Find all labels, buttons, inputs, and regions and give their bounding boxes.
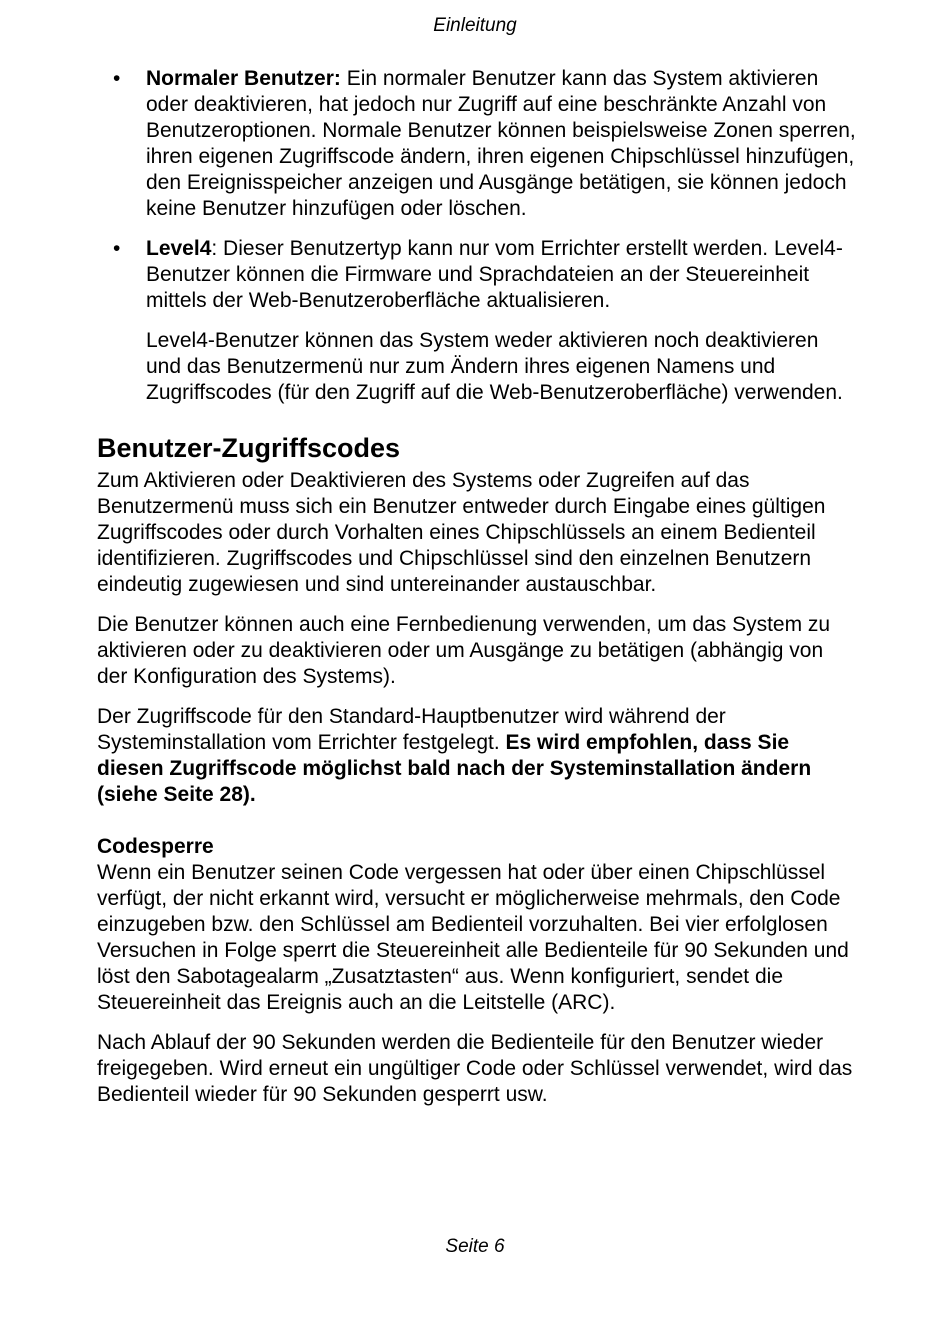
- bullet-text: : Dieser Benutzertyp kann nur vom Errichter erstellt werden. Level4-Benutzer können die Firmware und Sprachdateien an der Steuereinheit mittels der Web-Benutzeroberfläche aktualisieren.: [146, 237, 843, 312]
- list-item-level4: [97, 236, 857, 406]
- section-heading: Benutzer-Zugriffscodes: [97, 433, 401, 463]
- recommendation-text: Es wird empfohlen, dass Sie diesen Zugriffscode möglichst bald nach der Systeminstallation ändern (siehe Seite 28).: [97, 731, 812, 806]
- page-header: Einleitung: [433, 15, 517, 36]
- page-content: [97, 66, 857, 1122]
- bullet-icon: •: [113, 67, 121, 90]
- paragraph: Die Benutzer können auch eine Fernbedienung verwenden, um das System zu aktivieren oder zu deaktivieren oder um Ausgänge zu betätigen (abhängig von der Konfiguration des Systems).: [97, 613, 831, 688]
- bullet-icon: •: [113, 237, 121, 260]
- bullet-term: Normaler Benutzer:: [146, 67, 341, 90]
- bullet-extra-paragraph: Level4-Benutzer können das System weder aktivieren noch deaktivieren und das Benutzermenü nur zum Ändern ihres eigenen Namens und Zugriffscodes (für den Zugriff auf die Web-Benutzeroberfläche) verwenden.: [146, 329, 843, 404]
- bullet-term: Level4: [146, 237, 212, 260]
- paragraph: Nach Ablauf der 90 Sekunden werden die Bedienteile für den Benutzer wieder freigegeben. Wird erneut ein ungültiger Code oder Schlüssel verwendet, wird das Bedienteil wieder für 90 Sekunden gesperrt usw.: [97, 1031, 853, 1106]
- paragraph: Zum Aktivieren oder Deaktivieren des Systems oder Zugreifen auf das Benutzermenü muss sich ein Benutzer entweder durch Eingabe eines gültigen Zugriffscodes oder durch Vorhalten eines Chipschlüssels an einem Bedienteil identifizieren. Zugriffscodes und Chipschlüssel sind den einzelnen Benutzern eindeutig zugewiesen und sind untereinander austauschbar.: [97, 469, 826, 596]
- list-item-normal-user: [97, 66, 857, 222]
- paragraph: Wenn ein Benutzer seinen Code vergessen hat oder über einen Chipschlüssel verfügt, der nicht erkannt wird, versucht er möglicherweise mehrmals, den Code einzugeben bzw. den Schlüssel am Bedienteil vorzuhalten. Bei vier erfolglosen Versuchen in Folge sperrt die Steuereinheit alle Bedienteile für 90 Sekunden und löst den Sabotagealarm „Zusatztasten“ aus. Wenn konfiguriert, sendet die Steuereinheit das Ereignis auch an die Leitstelle (ARC).: [97, 861, 849, 1014]
- page-number: Seite 6: [445, 1236, 505, 1257]
- paragraph-text: Der Zugriffscode für den Standard-Hauptbenutzer wird während der Systeminstallation vom Errichter festgelegt.: [97, 705, 726, 754]
- user-type-list: [97, 66, 857, 406]
- paragraph-recommendation: [97, 704, 857, 808]
- bullet-text: Ein normaler Benutzer kann das System aktivieren oder deaktivieren, hat jedoch nur Zugriff auf eine beschränkte Anzahl von Benutzeroptionen. Normale Benutzer können beispielsweise Zonen sperren, ihren eigenen Zugriffscode ändern, ihren eigenen Chipschlüssel hinzufügen, den Ereignisspeicher anzeigen und Ausgänge betätigen, sie können jedoch keine Benutzer hinzufügen oder löschen.: [146, 67, 856, 220]
- subsection-heading: Codesperre: [97, 835, 214, 858]
